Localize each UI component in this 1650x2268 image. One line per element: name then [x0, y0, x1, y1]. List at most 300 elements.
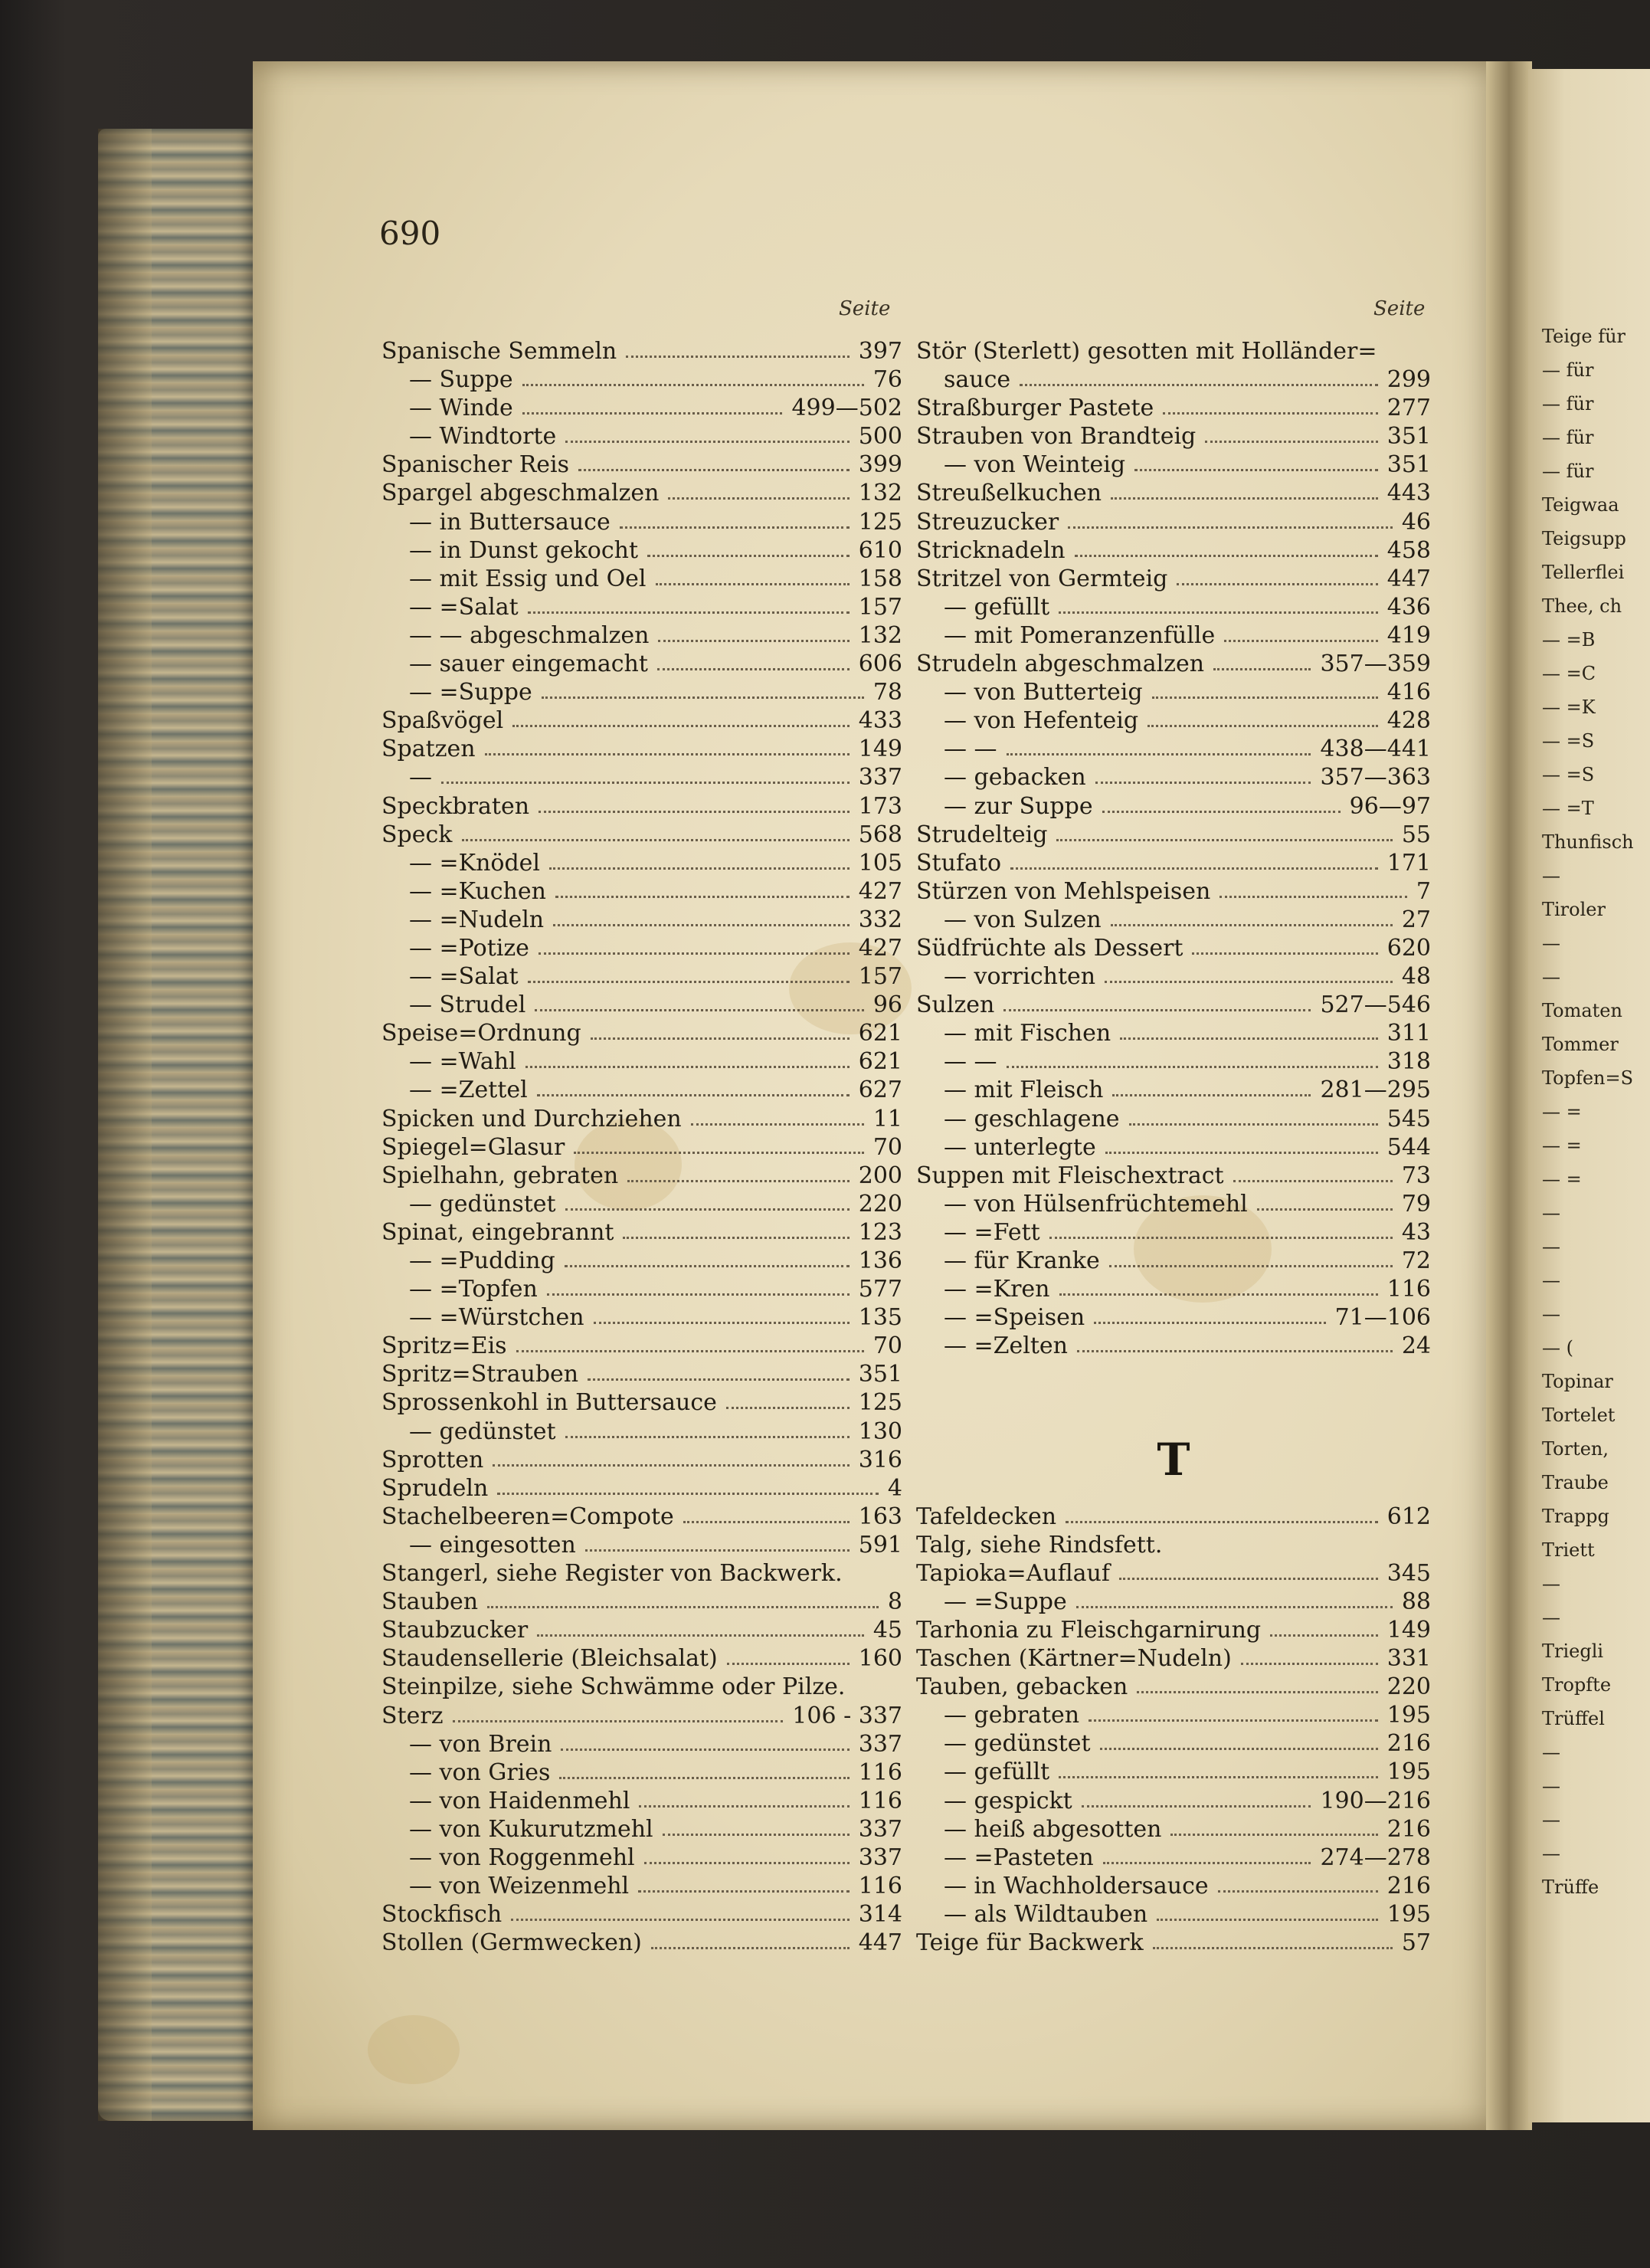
index-term: Tapioka=Auflauf: [916, 1559, 1110, 1587]
index-term: — unterlegte: [944, 1133, 1096, 1161]
page-reference: 397: [858, 338, 902, 365]
index-term: Sulzen: [916, 991, 995, 1019]
index-entry: [916, 1844, 1431, 1872]
index-entry: [381, 1673, 902, 1701]
index-term: — gebacken: [944, 764, 1086, 792]
page-reference: 447: [1386, 565, 1431, 592]
dot-leader: [1103, 1862, 1311, 1864]
dot-leader: [522, 412, 782, 415]
page-reference: 78: [872, 679, 902, 706]
page-reference: 195: [1386, 1702, 1431, 1729]
page-number: 690: [379, 215, 441, 252]
index-term: — =Würstchen: [409, 1304, 584, 1332]
index-term: — eingesotten: [409, 1531, 576, 1558]
index-entry: [916, 962, 1431, 991]
dot-leader: [539, 952, 850, 955]
index-term: Stritzel von Germteig: [916, 565, 1168, 592]
index-entry: [381, 877, 902, 906]
dot-leader: [555, 896, 850, 898]
page-reference: 173: [858, 792, 902, 820]
page-reference: 314: [858, 1901, 902, 1929]
index-term: — Suppe: [409, 366, 513, 394]
index-entry: [916, 991, 1431, 1019]
next-page-fragment: —: [1542, 1270, 1560, 1291]
index-term: — —: [944, 736, 997, 763]
dot-leader: [1010, 867, 1378, 870]
index-entry: [916, 1787, 1431, 1815]
page-reference: 79: [1401, 1190, 1431, 1218]
next-page-fragment: — für: [1542, 427, 1594, 448]
page-reference: 591: [858, 1531, 902, 1558]
index-term: Sterz: [381, 1702, 444, 1729]
dot-leader: [1157, 1919, 1378, 1921]
dot-leader: [1134, 469, 1378, 471]
seite-label-left: Seite: [839, 297, 891, 320]
page-reference: 116: [858, 1873, 902, 1900]
index-term: — =Fett: [944, 1218, 1040, 1246]
page-reference: 438—441: [1320, 736, 1431, 763]
page-reference: 544: [1386, 1133, 1431, 1161]
dot-leader: [516, 1350, 864, 1352]
index-term: — =Topfen: [409, 1276, 538, 1303]
dot-leader: [1111, 497, 1378, 500]
index-entry: [381, 763, 902, 792]
dot-leader: [588, 1378, 850, 1381]
dot-leader: [549, 867, 850, 870]
page-reference: 105: [858, 849, 902, 877]
page-reference: 345: [1386, 1559, 1431, 1587]
index-term: — gedünstet: [409, 1190, 556, 1218]
next-page-fragment: Tortelet: [1542, 1404, 1616, 1426]
index-entry: [381, 678, 902, 706]
page-reference: 419: [1386, 621, 1431, 649]
index-term: — von Sulzen: [944, 906, 1102, 933]
page-reference: 416: [1386, 679, 1431, 706]
next-page-fragment: — (: [1542, 1337, 1573, 1359]
index-term: — für Kranke: [944, 1247, 1100, 1274]
dot-leader: [651, 1947, 850, 1949]
index-entry: [916, 536, 1431, 565]
dot-leader: [441, 782, 850, 784]
index-term: — =Suppe: [409, 679, 532, 706]
index-term: Spaßvögel: [381, 707, 504, 735]
dot-leader: [497, 1493, 879, 1495]
next-page-fragment: Trappg: [1542, 1506, 1609, 1527]
page-gutter: [1486, 61, 1532, 2130]
page-reference: 70: [872, 1332, 902, 1360]
index-entry: [916, 1332, 1431, 1360]
page-reference: 351: [1386, 423, 1431, 451]
index-term: Stricknadeln: [916, 536, 1066, 564]
index-term: — Winde: [409, 395, 513, 422]
next-page-fragment: Tomaten: [1542, 1000, 1622, 1021]
index-term: Spargel abgeschmalzen: [381, 480, 660, 507]
next-page-fragment: Tommer: [1542, 1034, 1619, 1055]
page-reference: 612: [1386, 1503, 1431, 1530]
index-entry: [381, 1303, 902, 1332]
index-term: Tafeldecken: [916, 1503, 1057, 1530]
next-page-fragment: —: [1542, 865, 1560, 887]
page-reference: 606: [858, 651, 902, 678]
page-reference: 274—278: [1320, 1844, 1431, 1871]
index-term: — — abgeschmalzen: [409, 621, 650, 649]
index-term: Teige für Backwerk: [916, 1929, 1144, 1956]
index-entry: [916, 1019, 1431, 1047]
dot-leader: [1094, 1322, 1326, 1324]
index-entry: [381, 1076, 902, 1104]
index-entry: [381, 1019, 902, 1047]
index-term: Streuzucker: [916, 508, 1059, 536]
page-reference: 116: [858, 1758, 902, 1786]
index-entry: [381, 1388, 902, 1417]
index-entry: [381, 365, 902, 394]
page-reference: 195: [1386, 1900, 1431, 1928]
index-entry: [381, 1218, 902, 1247]
page-reference: 527—546: [1320, 991, 1431, 1019]
index-entry: [916, 735, 1431, 763]
dot-leader: [565, 1265, 850, 1267]
index-term: — in Buttersauce: [409, 508, 611, 536]
next-page-fragment: Teige für: [1542, 326, 1626, 347]
index-entry: [916, 1616, 1431, 1644]
dot-leader: [1003, 1009, 1311, 1011]
page-reference: 545: [1386, 1105, 1431, 1132]
index-term: Suppen mit Fleischextract: [916, 1162, 1224, 1189]
index-entry: [916, 1076, 1431, 1104]
index-term: — gedünstet: [409, 1418, 556, 1445]
dot-leader: [1257, 1208, 1393, 1211]
dot-leader: [1111, 924, 1393, 926]
page-reference: 351: [1386, 451, 1431, 479]
page-reference: 149: [858, 736, 902, 763]
dot-leader: [727, 1663, 850, 1665]
page-reference: 71—106: [1334, 1304, 1431, 1332]
index-term: Staubzucker: [381, 1617, 529, 1644]
next-page-fragment: —: [1542, 1843, 1560, 1864]
dot-leader: [565, 441, 850, 443]
next-page-fragment: Torten,: [1542, 1438, 1609, 1460]
index-entry: [916, 934, 1431, 962]
index-term: — von Weizenmehl: [409, 1873, 630, 1900]
index-entry: [916, 706, 1431, 735]
index-entry: [916, 1701, 1431, 1729]
page-reference: 27: [1401, 906, 1431, 933]
seite-label-right: Seite: [1373, 297, 1426, 320]
next-page-fragment: Thunfisch: [1542, 831, 1634, 853]
index-entry: [916, 1047, 1431, 1076]
dot-leader: [528, 981, 850, 983]
index-term: — =Kren: [944, 1276, 1050, 1303]
index-entry: [381, 1900, 902, 1929]
index-term: — von Haidenmehl: [409, 1787, 630, 1814]
dot-leader: [511, 1919, 850, 1921]
dot-leader: [1218, 1890, 1378, 1893]
index-entry: [916, 1303, 1431, 1332]
next-page-fragment: —: [1542, 1607, 1560, 1628]
index-term: Stockfisch: [381, 1901, 503, 1929]
index-entry: [381, 991, 902, 1019]
index-term: Strudelteig: [916, 821, 1048, 848]
index-column-left: [381, 337, 902, 1957]
dot-leader: [1213, 668, 1311, 670]
page-reference: 8: [887, 1588, 902, 1616]
dot-leader: [1152, 696, 1378, 699]
page-reference: 125: [858, 1389, 902, 1417]
dot-leader: [1007, 753, 1311, 755]
page-reference: 318: [1386, 1048, 1431, 1076]
index-entry: [381, 1360, 902, 1388]
index-term: — =Potize: [409, 934, 529, 962]
page-reference: 311: [1386, 1020, 1431, 1047]
index-term: — =Salat: [409, 593, 519, 621]
dot-leader: [565, 1436, 850, 1438]
foxing-stain: [368, 2015, 460, 2084]
dot-leader: [512, 725, 850, 727]
index-term: — von Weinteig: [944, 451, 1126, 479]
page-reference: 149: [1386, 1616, 1431, 1644]
index-entry: [916, 792, 1431, 821]
index-entry: [381, 1815, 902, 1844]
index-term: — in Dunst gekocht: [409, 536, 639, 564]
index-entry: [381, 1929, 902, 1957]
column-spacer: [916, 1360, 1431, 1388]
index-term: Sprotten: [381, 1446, 484, 1473]
page-reference: 157: [858, 963, 902, 991]
column-spacer: [916, 1388, 1431, 1417]
index-term: Tarhonia zu Fleischgarnirung: [916, 1616, 1262, 1644]
section-letter-heading: T: [1157, 1433, 1190, 1486]
index-entry: [381, 934, 902, 962]
page-reference: 125: [858, 508, 902, 536]
dot-leader: [585, 1549, 850, 1552]
index-entry: [381, 1758, 902, 1787]
dot-leader: [1205, 441, 1378, 443]
index-term: Spicken und Durchziehen: [381, 1105, 682, 1132]
dot-leader: [462, 839, 850, 841]
dot-leader: [1095, 782, 1311, 784]
dot-leader: [1147, 725, 1378, 727]
next-page-fragment: —: [1542, 1202, 1560, 1224]
page-reference: 281—295: [1320, 1077, 1431, 1104]
index-entry: [381, 1588, 902, 1616]
index-entry: [381, 1702, 902, 1730]
next-page-fragment: — für: [1542, 393, 1594, 415]
index-term: — gespickt: [944, 1787, 1072, 1814]
dot-leader: [639, 1805, 850, 1808]
dot-leader: [453, 1720, 783, 1722]
page-reference: 220: [1386, 1673, 1431, 1701]
page-reference: 132: [858, 480, 902, 507]
next-page-fragment: Teigwaa: [1542, 494, 1619, 516]
dot-leader: [1076, 1606, 1393, 1608]
index-entry: [381, 1446, 902, 1474]
index-term: —: [409, 764, 432, 792]
index-entry: [381, 536, 902, 565]
index-term: Talg, siehe Rindsfett.: [916, 1531, 1163, 1558]
index-entry: [381, 1275, 902, 1303]
index-term: Spritz=Strauben: [381, 1361, 579, 1388]
dot-leader: [726, 1407, 850, 1409]
index-term: — von Roggenmehl: [409, 1844, 635, 1871]
page-reference: 88: [1401, 1588, 1431, 1615]
dot-leader: [535, 1009, 864, 1011]
page-reference: 337: [858, 764, 902, 792]
next-page-fragment: — für: [1542, 460, 1594, 482]
dot-leader: [528, 611, 850, 614]
dot-leader: [1077, 1350, 1393, 1352]
page-reference: 337: [858, 1844, 902, 1871]
dot-leader: [1102, 811, 1341, 813]
next-page-fragment: Tellerflei: [1542, 562, 1625, 583]
index-entry: [916, 1218, 1431, 1247]
index-term: — mit Fischen: [944, 1020, 1111, 1047]
page-reference: 96: [872, 991, 902, 1019]
next-page-fragment: —: [1542, 1809, 1560, 1830]
fore-edge-shadow: [98, 129, 152, 2121]
index-entry: [916, 365, 1431, 394]
dot-leader: [1089, 1719, 1378, 1722]
next-page-fragment: — =: [1542, 1135, 1582, 1156]
page-reference: 57: [1401, 1929, 1431, 1956]
index-entry: [381, 1559, 902, 1588]
dot-leader: [1119, 1578, 1378, 1580]
dot-leader: [638, 1890, 850, 1893]
dot-leader: [1120, 1037, 1378, 1040]
dot-leader: [1020, 384, 1378, 386]
dot-leader: [1049, 1237, 1393, 1239]
dot-leader: [542, 696, 864, 699]
dot-leader: [1112, 1094, 1311, 1096]
dot-leader: [1059, 1776, 1378, 1778]
index-term: — von Kukurutzmehl: [409, 1815, 653, 1843]
dot-leader: [1163, 412, 1378, 415]
index-entry: [381, 565, 902, 593]
index-entry: [381, 593, 902, 621]
index-entry: [381, 1247, 902, 1275]
index-term: Stollen (Germwecken): [381, 1929, 642, 1957]
page-reference: 427: [858, 934, 902, 962]
dot-leader: [1056, 839, 1393, 841]
index-term: Strudeln abgeschmalzen: [916, 651, 1205, 678]
index-entry: [916, 1190, 1431, 1218]
page-reference: 171: [1386, 849, 1431, 877]
page-reference: 331: [1386, 1645, 1431, 1673]
dot-leader: [1068, 526, 1393, 529]
dot-leader: [658, 640, 850, 642]
page-reference: 200: [858, 1162, 902, 1189]
dot-leader: [1177, 583, 1378, 585]
dot-leader: [663, 1834, 850, 1836]
dot-leader: [668, 497, 850, 500]
index-term: Steinpilze, siehe Schwämme oder Pilze.: [381, 1673, 846, 1701]
index-entry: [916, 1275, 1431, 1303]
index-term: — =Pudding: [409, 1247, 555, 1274]
index-entry: [381, 1503, 902, 1531]
index-entry: [916, 1815, 1431, 1844]
page-reference: 458: [1386, 536, 1431, 564]
index-entry: [916, 337, 1431, 365]
index-term: — =Kuchen: [409, 877, 546, 905]
next-page-fragment: Topfen=S: [1542, 1067, 1634, 1089]
index-entry: [916, 1503, 1431, 1531]
page-reference: 160: [858, 1645, 902, 1673]
next-page-fragment: — =: [1542, 1168, 1582, 1190]
page-reference: 500: [858, 423, 902, 451]
next-page-fragment: —: [1542, 1775, 1560, 1797]
index-entry: [381, 621, 902, 650]
dot-leader: [1233, 1180, 1393, 1182]
next-page-fragment: Trüffe: [1542, 1876, 1599, 1898]
index-entry: [381, 1531, 902, 1559]
page-reference: 620: [1386, 934, 1431, 962]
index-entry: [916, 1673, 1431, 1701]
index-term: Südfrüchte als Dessert: [916, 934, 1183, 962]
index-entry: [381, 1047, 902, 1076]
dot-leader: [1270, 1634, 1378, 1637]
next-page-fragment: — =C: [1542, 663, 1596, 684]
page-reference: 316: [858, 1446, 902, 1473]
index-entry: [381, 1332, 902, 1360]
dot-leader: [1153, 1947, 1393, 1949]
dot-leader: [539, 811, 850, 813]
index-term: Taschen (Kärtner=Nudeln): [916, 1645, 1232, 1673]
index-entry: [381, 479, 902, 507]
next-page-fragment: Thee, ch: [1542, 595, 1622, 617]
index-entry: [916, 1758, 1431, 1786]
page-reference: 195: [1386, 1758, 1431, 1786]
index-term: Spanischer Reis: [381, 451, 570, 479]
index-entry: [381, 821, 902, 849]
dot-leader: [1137, 1691, 1378, 1693]
index-entry: [381, 1418, 902, 1446]
dot-leader: [620, 526, 850, 529]
index-column-right: [916, 337, 1431, 1957]
index-term: Stufato: [916, 849, 1002, 877]
index-term: Spielhahn, gebraten: [381, 1162, 619, 1189]
index-entry: [916, 1559, 1431, 1588]
index-term: Staudensellerie (Bleichsalat): [381, 1645, 718, 1673]
page-reference: 428: [1386, 707, 1431, 735]
page-reference: 11: [872, 1105, 902, 1132]
dot-leader: [547, 1293, 850, 1296]
next-page-fragment: — =: [1542, 1101, 1582, 1123]
index-entry: [916, 508, 1431, 536]
index-entry: [381, 451, 902, 479]
next-page-fragment: Triegli: [1542, 1640, 1604, 1662]
index-entry: [916, 1133, 1431, 1162]
index-term: — mit Pomeranzenfülle: [944, 621, 1216, 649]
dot-leader: [1170, 1834, 1378, 1836]
page-reference: 447: [858, 1929, 902, 1957]
dot-leader: [691, 1123, 864, 1126]
index-entry: [381, 1872, 902, 1900]
page-reference: 43: [1401, 1218, 1431, 1246]
index-entry: [916, 422, 1431, 451]
page-reference: 70: [872, 1133, 902, 1161]
page-reference: 72: [1401, 1247, 1431, 1274]
index-term: — =Pasteten: [944, 1844, 1094, 1871]
page-reference: 433: [858, 707, 902, 735]
index-term: Stauben: [381, 1588, 479, 1616]
index-entry: [916, 849, 1431, 877]
index-term: Spanische Semmeln: [381, 338, 617, 365]
page-reference: 48: [1401, 963, 1431, 991]
page-reference: 216: [1386, 1815, 1431, 1843]
dot-leader: [553, 924, 850, 926]
index-entry: [916, 451, 1431, 479]
next-page-fragment: — für: [1542, 359, 1594, 381]
index-term: Tauben, gebacken: [916, 1673, 1128, 1701]
